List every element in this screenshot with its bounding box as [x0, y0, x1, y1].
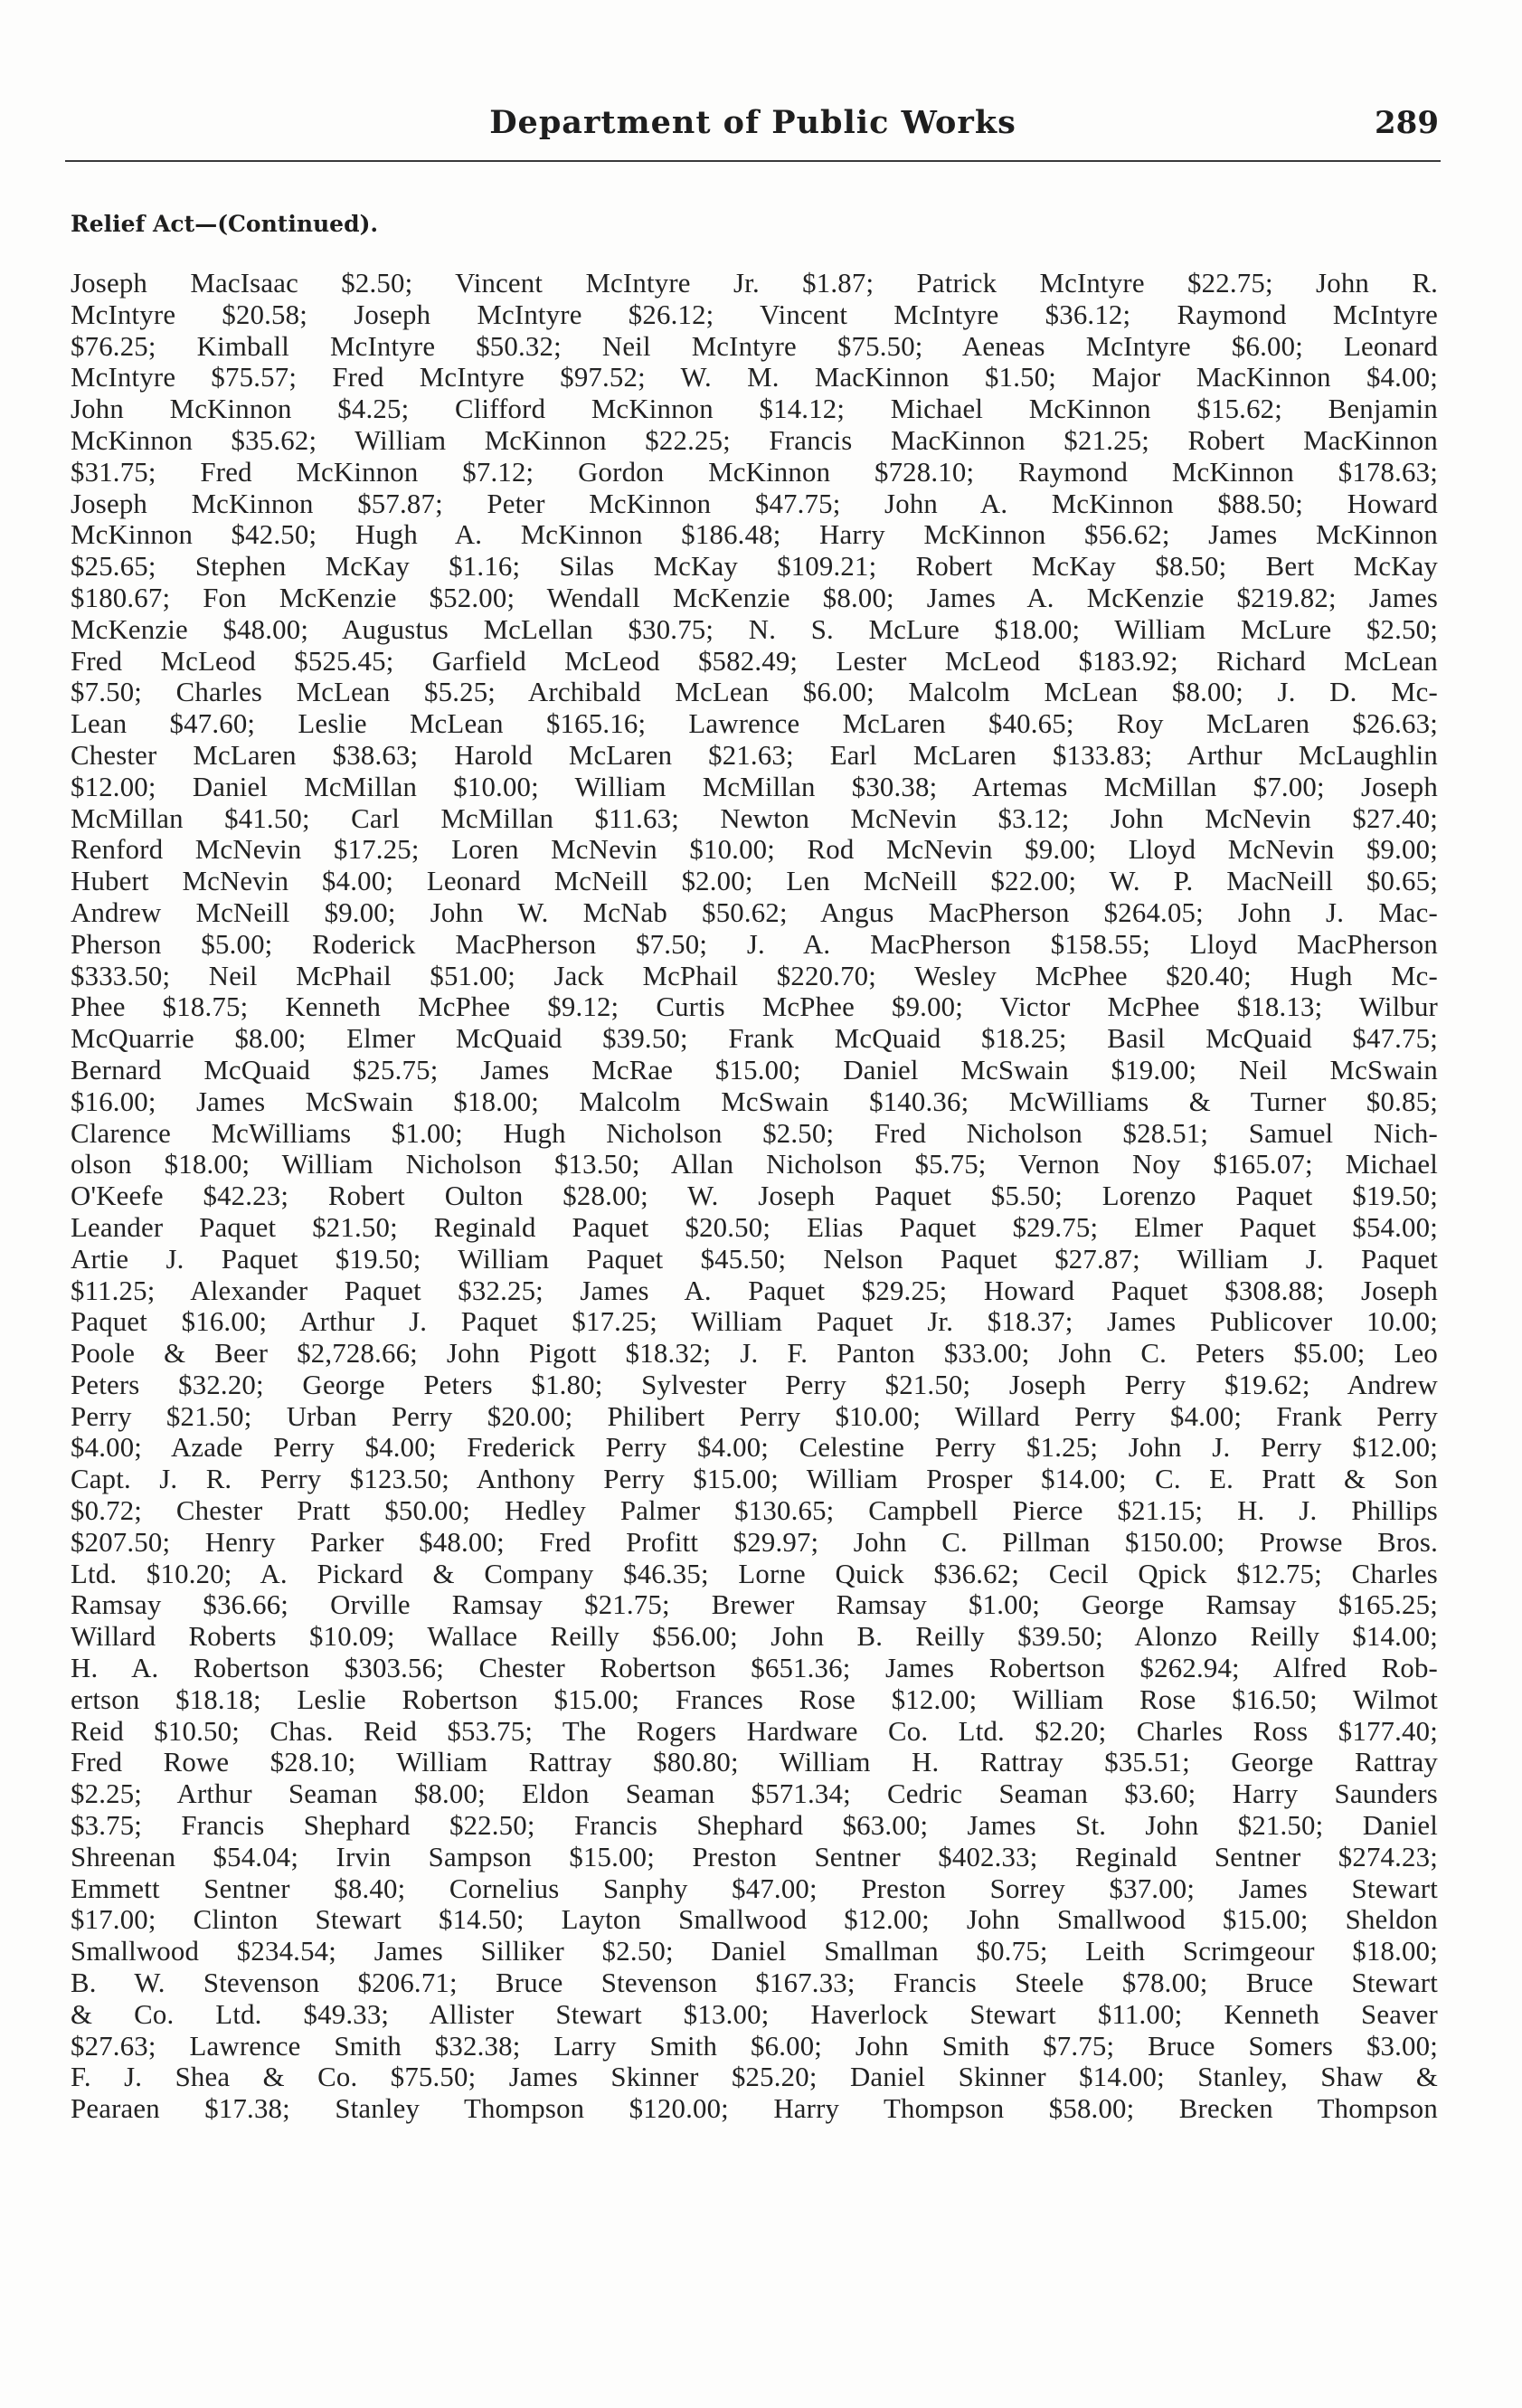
body-line: H. A. Robertson $303.56; Chester Robertson $651.36; James Robertson $262.94; Alfred Rob- — [71, 1653, 1438, 1684]
body-line: Peters $32.20; George Peters $1.80; Sylvester Perry $21.50; Joseph Perry $19.62; Andrew — [71, 1369, 1438, 1400]
body-line: $31.75; Fred McKinnon $7.12; Gordon McKinnon $728.10; Raymond McKinnon $178.63; — [71, 456, 1438, 488]
body-line: Renford McNevin $17.25; Loren McNevin $10.00; Rod McNevin $9.00; Lloyd McNevin $9.00; — [71, 834, 1438, 866]
body-line: $17.00; Clinton Stewart $14.50; Layton Smallwood $12.00; John Smallwood $15.00; Sheldon — [71, 1904, 1438, 1936]
body-line: $11.25; Alexander Paquet $32.25; James A. Paquet $29.25; Howard Paquet $308.88; Joseph — [71, 1275, 1438, 1306]
body-line: $7.50; Charles McLean $5.25; Archibald McLean $6.00; Malcolm McLean $8.00; J. D. Mc- — [71, 677, 1438, 708]
body-line: Joseph MacIsaac $2.50; Vincent McIntyre Jr. $1.87; Patrick McIntyre $22.75; John R. — [71, 268, 1438, 299]
body-line: Poole & Beer $2,728.66; John Pigott $18.32; J. F. Panton $33.00; John C. Peters $5.00; Leo — [71, 1338, 1438, 1370]
body-line: $16.00; James McSwain $18.00; Malcolm McSwain $140.36; McWilliams & Turner $0.85; — [71, 1085, 1438, 1117]
running-header — [65, 101, 1441, 152]
body-line: $4.00; Azade Perry $4.00; Frederick Perry $4.00; Celestine Perry $1.25; John J. Perry $12.00; — [71, 1432, 1438, 1464]
body-line: Reid $10.50; Chas. Reid $53.75; The Rogers Hardware Co. Ltd. $2.20; Charles Ross $177.40; — [71, 1715, 1438, 1747]
body-line: $2.25; Arthur Seaman $8.00; Eldon Seaman $571.34; Cedric Seaman $3.60; Harry Saunders — [71, 1778, 1438, 1810]
body-line: $207.50; Henry Parker $48.00; Fred Profitt $29.97; John C. Pillman $150.00; Prowse Bros. — [71, 1526, 1438, 1558]
body-line: Clarence McWilliams $1.00; Hugh Nicholson $2.50; Fred Nicholson $28.51; Samuel Nich- — [71, 1117, 1438, 1149]
body-line: B. W. Stevenson $206.71; Bruce Stevenson $167.33; Francis Steele $78.00; Bruce Stewart — [71, 1967, 1438, 1999]
body-line: $180.67; Fon McKenzie $52.00; Wendall McKenzie $8.00; James A. McKenzie $219.82; James — [71, 582, 1438, 613]
body-line: F. J. Shea & Co. $75.50; James Skinner $25.20; Daniel Skinner $14.00; Stanley, Shaw & — [71, 2062, 1438, 2093]
body-paragraph — [71, 268, 1438, 2125]
body-line: Phee $18.75; Kenneth McPhee $9.12; Curtis McPhee $9.00; Victor McPhee $18.13; Wilbur — [71, 991, 1438, 1023]
body-line: Lean $47.60; Leslie McLean $165.16; Lawrence McLaren $40.65; Roy McLaren $26.63; — [71, 708, 1438, 740]
body-line: $333.50; Neil McPhail $51.00; Jack McPhail $220.70; Wesley McPhee $20.40; Hugh Mc- — [71, 960, 1438, 991]
body-line: McIntyre $20.58; Joseph McIntyre $26.12; Vincent McIntyre $36.12; Raymond McIntyre — [71, 299, 1438, 330]
body-line: McMillan $41.50; Carl McMillan $11.63; Newton McNevin $3.12; John McNevin $27.40; — [71, 802, 1438, 834]
body-line: Hubert McNevin $4.00; Leonard McNeill $2.00; Len McNeill $22.00; W. P. MacNeill $0.65; — [71, 866, 1438, 897]
body-line: Fred Rowe $28.10; William Rattray $80.80; William H. Rattray $35.51; George Rattray — [71, 1747, 1438, 1778]
body-line: Perry $21.50; Urban Perry $20.00; Philibert Perry $10.00; Willard Perry $4.00; Frank Perry — [71, 1400, 1438, 1432]
body-line: ertson $18.18; Leslie Robertson $15.00; Frances Rose $12.00; William Rose $16.50; Wilmot — [71, 1683, 1438, 1715]
body-line: $3.75; Francis Shephard $22.50; Francis Shephard $63.00; James St. John $21.50; Daniel — [71, 1810, 1438, 1842]
body-line: Pearaen $17.38; Stanley Thompson $120.00; Harry Thompson $58.00; Brecken Thompson — [71, 2093, 1438, 2125]
body-line: Artie J. Paquet $19.50; William Paquet $45.50; Nelson Paquet $27.87; William J. Paquet — [71, 1243, 1438, 1275]
body-line: McIntyre $75.57; Fred McIntyre $97.52; W. M. MacKinnon $1.50; Major MacKinnon $4.00; — [71, 362, 1438, 393]
body-line: McQuarrie $8.00; Elmer McQuaid $39.50; Frank McQuaid $18.25; Basil McQuaid $47.75; — [71, 1023, 1438, 1055]
body-line: McKenzie $48.00; Augustus McLellan $30.75; N. S. McLure $18.00; William McLure $2.50; — [71, 613, 1438, 645]
body-line: Emmett Sentner $8.40; Cornelius Sanphy $47.00; Preston Sorrey $37.00; James Stewart — [71, 1872, 1438, 1904]
body-line: Chester McLaren $38.63; Harold McLaren $21.63; Earl McLaren $133.83; Arthur McLaughlin — [71, 739, 1438, 771]
body-line: O'Keefe $42.23; Robert Oulton $28.00; W. Joseph Paquet $5.50; Lorenzo Paquet $19.50; — [71, 1180, 1438, 1212]
body-line: $0.72; Chester Pratt $50.00; Hedley Palmer $130.65; Campbell Pierce $21.15; H. J. Phillips — [71, 1495, 1438, 1527]
body-line: Shreenan $54.04; Irvin Sampson $15.00; Preston Sentner $402.33; Reginald Sentner $274.23; — [71, 1841, 1438, 1872]
body-line: $25.65; Stephen McKay $1.16; Silas McKay $109.21; Robert McKay $8.50; Bert McKay — [71, 551, 1438, 583]
body-line: Andrew McNeill $9.00; John W. McNab $50.62; Angus MacPherson $264.05; John J. Mac- — [71, 896, 1438, 928]
body-line: McKinnon $35.62; William McKinnon $22.25; Francis MacKinnon $21.25; Robert MacKinnon — [71, 424, 1438, 456]
body-line: Capt. J. R. Perry $123.50; Anthony Perry $15.00; William Prosper $14.00; C. E. Pratt & Son — [71, 1464, 1438, 1495]
body-line: Fred McLeod $525.45; Garfield McLeod $582.49; Lester McLeod $183.92; Richard McLean — [71, 645, 1438, 677]
page-title: Department of Public Works — [489, 104, 1016, 141]
body-line: Smallwood $234.54; James Silliker $2.50; Daniel Smallman $0.75; Leith Scrimgeour $18.00; — [71, 1936, 1438, 1967]
body-line: $27.63; Lawrence Smith $32.38; Larry Smith $6.00; John Smith $7.75; Bruce Somers $3.00; — [71, 2030, 1438, 2062]
body-line: Willard Roberts $10.09; Wallace Reilly $56.00; John B. Reilly $39.50; Alonzo Reilly $14.00; — [71, 1621, 1438, 1653]
body-line: olson $18.00; William Nicholson $13.50; Allan Nicholson $5.75; Vernon Noy $165.07; Michael — [71, 1149, 1438, 1180]
section-heading: Relief Act—(Continued). — [71, 211, 379, 237]
body-line: Pherson $5.00; Roderick MacPherson $7.50; J. A. MacPherson $158.55; Lloyd MacPherson — [71, 928, 1438, 960]
body-line: Joseph McKinnon $57.87; Peter McKinnon $47.75; John A. McKinnon $88.50; Howard — [71, 488, 1438, 519]
body-line: & Co. Ltd. $49.33; Allister Stewart $13.00; Haverlock Stewart $11.00; Kenneth Seaver — [71, 1998, 1438, 2030]
body-line: McKinnon $42.50; Hugh A. McKinnon $186.48; Harry McKinnon $56.62; James McKinnon — [71, 519, 1438, 551]
page-number: 289 — [1375, 105, 1439, 141]
body-line: John McKinnon $4.25; Clifford McKinnon $14.12; Michael McKinnon $15.62; Benjamin — [71, 393, 1438, 425]
body-line: Leander Paquet $21.50; Reginald Paquet $20.50; Elias Paquet $29.75; Elmer Paquet $54.00; — [71, 1211, 1438, 1243]
body-line: $76.25; Kimball McIntyre $50.32; Neil McIntyre $75.50; Aeneas McIntyre $6.00; Leonard — [71, 330, 1438, 362]
body-line: $12.00; Daniel McMillan $10.00; William McMillan $30.38; Artemas McMillan $7.00; Joseph — [71, 771, 1438, 802]
body-line: Paquet $16.00; Arthur J. Paquet $17.25; William Paquet Jr. $18.37; James Publicover 10.00; — [71, 1306, 1438, 1338]
body-line: Bernard McQuaid $25.75; James McRae $15.00; Daniel McSwain $19.00; Neil McSwain — [71, 1054, 1438, 1085]
body-line: Ltd. $10.20; A. Pickard & Company $46.35; Lorne Quick $36.62; Cecil Qpick $12.75; Charles — [71, 1558, 1438, 1589]
header-rule — [65, 160, 1441, 162]
body-line: Ramsay $36.66; Orville Ramsay $21.75; Brewer Ramsay $1.00; George Ramsay $165.25; — [71, 1589, 1438, 1621]
